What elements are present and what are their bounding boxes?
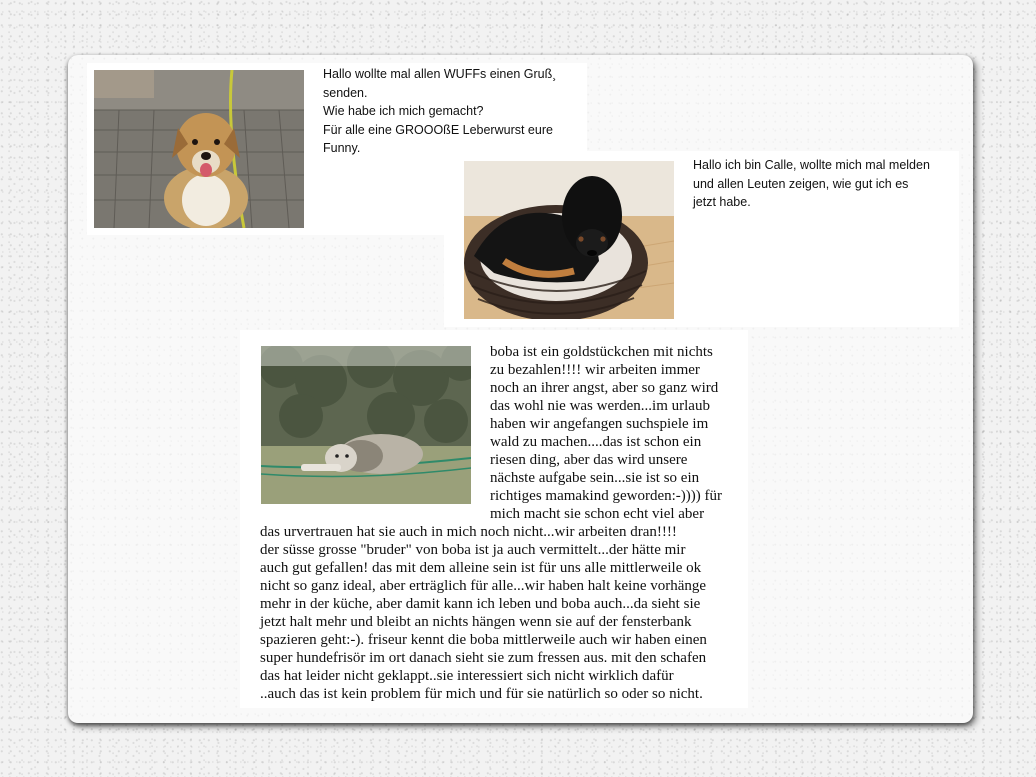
text-line: riesen ding, aber das wird unsere xyxy=(490,452,688,468)
post-calle-text xyxy=(693,156,955,212)
text-line: spazieren geht:-). friseur kennt die boba mittlerweile auch wir haben einen xyxy=(260,632,707,648)
text-line: auch gut gefallen! das mit dem alleine sein ist für uns alle mittlerweile ok xyxy=(260,560,702,576)
text-line: jetzt habe. xyxy=(693,195,751,209)
text-line: Für alle eine GROOOßE Leberwurst eure xyxy=(323,122,553,137)
grey-dog-lying-in-grass-photo xyxy=(261,346,471,504)
text-line: nicht so ganz ideal, aber erträglich für alle...wir haben halt keine vorhänge xyxy=(260,578,707,594)
text-line: Funny. xyxy=(323,141,361,155)
text-line: mich macht sie schon echt viel aber xyxy=(490,506,705,522)
text-line: das wohl nie was werden...im urlaub xyxy=(490,398,710,414)
text-line: mehr in der küche, aber damit kann ich leben und boba auch...da sieht sie xyxy=(260,596,701,612)
text-line: das hat leider nicht geklappt..sie interessiert sich nicht wirklich dafür xyxy=(260,668,674,684)
text-line: nächste aufgabe sein...sie ist so ein xyxy=(490,470,700,486)
post-funny-text xyxy=(323,65,585,158)
text-line: haben wir angefangen suchspiele im xyxy=(490,416,709,432)
text-line: super hundefrisör im ort danach sieht sie zum fressen aus. mit den schafen xyxy=(260,650,707,666)
text-line: jetzt halt mehr und bleibt an nichts hängen wenn sie auf der fensterbank xyxy=(260,614,692,630)
text-line: richtiges mamakind geworden:-)))) für xyxy=(490,488,722,504)
text-line: und allen Leuten zeigen, wie gut ich es xyxy=(693,176,909,191)
text-line: boba ist ein goldstückchen mit nichts xyxy=(490,344,713,360)
text-line: senden. xyxy=(323,85,368,100)
text-line: Hallo ich bin Calle, wollte mich mal melden xyxy=(693,158,930,172)
text-line: wald zu machen....das ist schon ein xyxy=(490,434,702,450)
text-line: das urvertrauen hat sie auch in mich noch nicht...wir arbeiten dran!!!! xyxy=(260,524,677,540)
post-boba-text-below-photo xyxy=(260,523,742,703)
black-dog-in-basket-photo xyxy=(464,161,674,319)
golden-dog-on-paving-photo xyxy=(94,70,304,228)
post-boba-text-beside-photo xyxy=(490,343,740,523)
text-line: Hallo wollte mal allen WUFFs einen Gruß¸ xyxy=(323,67,557,81)
text-line: noch an ihrer angst, aber so ganz wird xyxy=(490,380,719,396)
text-line: der süsse grosse "bruder" von boba ist ja auch vermittelt...der hätte mir xyxy=(260,542,686,558)
text-line: zu bezahlen!!!! wir arbeiten immer xyxy=(490,362,700,378)
text-line: ..auch das ist kein problem für mich und für sie natürlich so oder so nicht. xyxy=(260,686,703,702)
text-line: Wie habe ich mich gemacht? xyxy=(323,104,484,118)
